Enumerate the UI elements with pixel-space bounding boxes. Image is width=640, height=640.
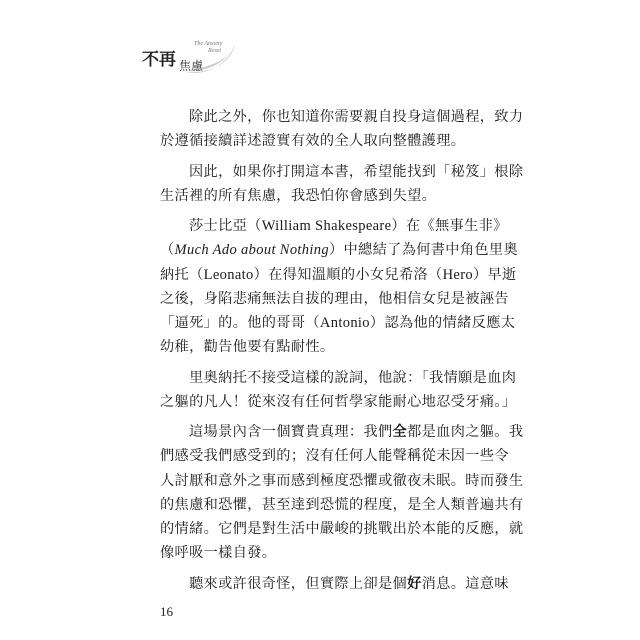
text-run: 們感受我們感受到的；沒有任何人能聲稱從未因一些令 [160, 448, 509, 465]
latin-name: Antonio [319, 315, 370, 331]
text-run: 幼稚，勸告他要有點耐性。 [160, 339, 335, 356]
page-number: 16 [160, 604, 173, 619]
text-line [160, 444, 509, 468]
paragraph [160, 160, 524, 209]
text-run: 因此，如果你打開這本書，希望能找到「秘笈」根除 [189, 163, 524, 180]
text-line [160, 390, 517, 414]
text-run: 除此之外，你也知道你需要親自投身這個過程，致力 [189, 109, 524, 125]
text-line [160, 160, 524, 184]
text-run: （ [160, 242, 175, 259]
text-line [160, 129, 490, 153]
text-run: ）認為他的情緒反應太 [369, 315, 516, 331]
text-run: 的焦慮和恐懼，甚至達到恐慌的程度，是全人類普遍共有 [160, 496, 524, 513]
header-book-title: 不再 [142, 50, 176, 70]
text-line [160, 572, 509, 596]
text-line [160, 420, 524, 444]
text-run: ）在《無事生非》 [391, 218, 508, 234]
text-run: ）中總結了為何書中角色里奧 [329, 242, 518, 259]
text-run: ）在得知溫順的小女兒希洛（ [253, 266, 443, 283]
paragraph [160, 420, 524, 566]
text-run: 莎士比亞（ [189, 218, 262, 234]
text-run: 消息。這意味 [421, 575, 509, 592]
text-run: 納托（ [160, 266, 204, 283]
header-english-title-line1: The Anxiety [194, 41, 223, 47]
text-line [160, 366, 517, 390]
latin-name: Hero [442, 266, 473, 283]
header-english-title [194, 41, 234, 55]
text-line [160, 184, 490, 208]
text-run: ）早逝 [472, 266, 517, 283]
paragraph [160, 214, 518, 360]
text-line [160, 335, 490, 359]
emphasis-text: 全 [392, 424, 408, 440]
running-header [140, 36, 240, 76]
text-line [160, 263, 517, 287]
italic-book-title: Much Ado about Nothing [174, 242, 329, 259]
text-run: 這場景內含一個寶貴真理：我們 [189, 424, 393, 440]
text-run: 的情緒。它們是對生活中嚴峻的挑戰出於本能的反應，就 [160, 521, 524, 537]
emphasis-text: 好 [407, 575, 422, 592]
latin-name: Leonato [203, 266, 254, 283]
text-run: 像呼吸一樣自發。 [160, 545, 277, 562]
text-run: 之軀的凡人！從來沒有任何哲學家能耐心地忍受牙痛。」 [160, 393, 517, 410]
text-line [160, 493, 524, 517]
latin-name: William Shakespeare [261, 218, 392, 234]
paragraph [160, 105, 524, 154]
text-run: 生活裡的所有焦慮，我恐怕你會感到失望。 [160, 187, 437, 204]
text-line [160, 238, 518, 262]
text-line [160, 311, 516, 335]
text-run: 都是血肉之軀。我 [407, 424, 524, 440]
paragraph [160, 572, 509, 596]
text-run: 聽來或許很奇怪，但實際上卻是個 [189, 575, 408, 592]
text-run: 人討厭和意外之事而感到極度恐懼或徹夜未眠。時而發生 [160, 472, 524, 489]
text-line [160, 517, 524, 541]
text-line [160, 214, 508, 238]
text-run: 里奧納托不接受這樣的說詞，他說：「我情願是血肉 [189, 369, 517, 386]
text-line [160, 469, 524, 493]
text-run: 於遵循接續詳述證實有效的全人取向整體護理。 [160, 133, 466, 150]
text-line [160, 287, 509, 311]
text-line [160, 105, 524, 129]
body-text [160, 105, 524, 596]
text-line [160, 541, 490, 565]
text-run: 「逼死」的。他的哥哥（ [160, 315, 320, 331]
header-english-title-line2: Reset [208, 48, 221, 54]
text-run: 之後，身陷悲痛無法自拔的理由，他相信女兒是被誣告 [160, 290, 509, 307]
paragraph [160, 366, 517, 415]
header-book-title-sub: 焦慮 [179, 59, 204, 73]
